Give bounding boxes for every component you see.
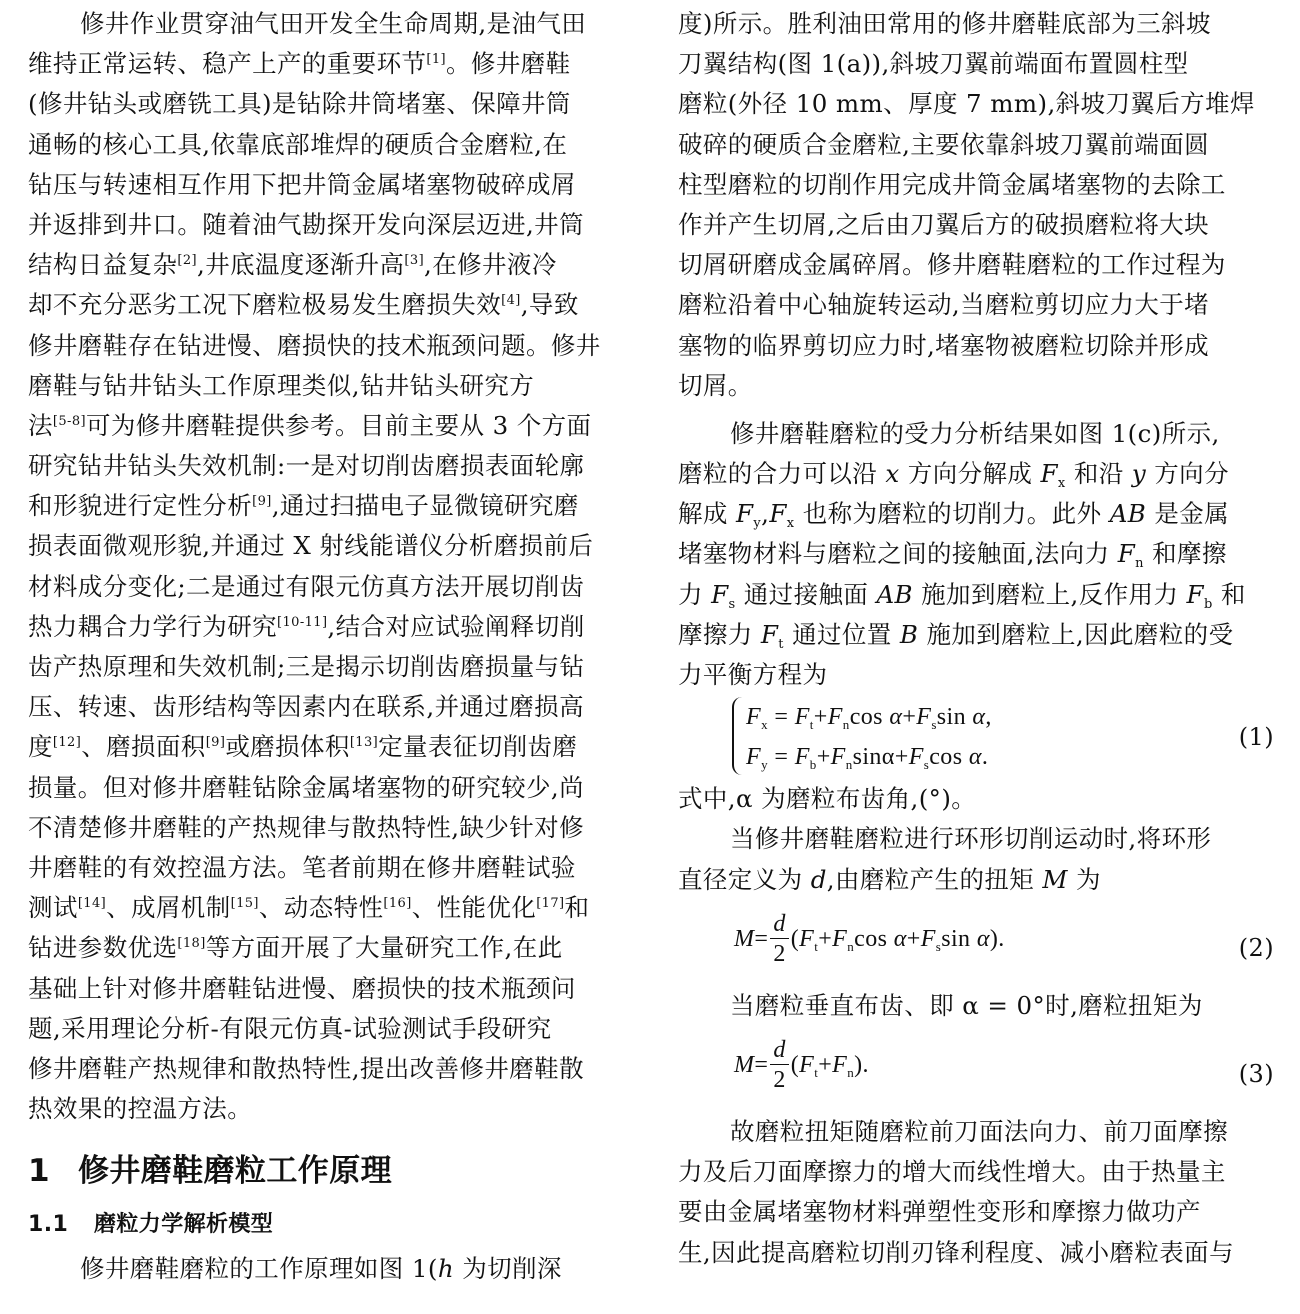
fraction: $\frac{d}{2}$ xyxy=(770,1036,788,1095)
equation-number: (3) xyxy=(1238,1059,1274,1088)
equation-body: M= $\frac{d}{2}$ $(F_t+F_n)$. xyxy=(734,1036,869,1093)
text-line: 热效果的控温方法。 xyxy=(28,1094,253,1124)
equation-2 xyxy=(678,910,1276,986)
text-line: 题,采用理论分析-有限元仿真-试验测试手段研究 xyxy=(28,1013,552,1043)
text-line: 却不充分恶劣工况下磨粒极易发生磨损失效[4],导致 xyxy=(28,290,579,320)
text-line: 材料成分变化;二是通过有限元仿真方法开展切削齿 xyxy=(28,571,585,601)
text-line: 压、转速、齿形结构等因素内在联系,并通过磨损高 xyxy=(28,692,584,722)
text-line: 损量。但对修井磨鞋钻除金属堵塞物的研究较少,尚 xyxy=(28,772,584,802)
text-line: 测试[14]、成屑机制[15]、动态特性[16]、性能优化[17]和 xyxy=(28,893,590,923)
text-line: 切屑。 xyxy=(678,370,753,400)
text-line: 直径定义为 d,由磨粒产生的扭矩 M 为 xyxy=(678,864,1101,894)
text-line: 解成 $F_y,F_x$ 也称为磨粒的切削力。此外 AB 是金属 xyxy=(678,499,1230,532)
equation-row: $F_y = F_b+F_n\sin\alpha+F_s\cos$ α. xyxy=(746,744,989,773)
text-line: 修井磨鞋产热规律和散热特性,提出改善修井磨鞋散 xyxy=(28,1053,584,1083)
citation[interactable]: [4] xyxy=(501,293,521,309)
citation[interactable]: [9] xyxy=(205,735,226,751)
text-line: 式中,α 为磨粒布齿角,(°)。 xyxy=(678,784,977,814)
citation[interactable]: [5-8] xyxy=(52,413,86,429)
right-column xyxy=(678,4,1276,1273)
text-line: 堵塞物材料与磨粒之间的接触面,法向力 $F_n$ 和摩擦 xyxy=(678,539,1227,572)
citation[interactable]: [13] xyxy=(349,735,379,751)
text-line: 修井磨鞋磨粒的受力分析结果如图 1(c)所示, xyxy=(730,418,1220,448)
text-line: 热力耦合力学行为研究[10-11],结合对应试验阐释切削 xyxy=(28,611,585,641)
text-line: 力平衡方程为 xyxy=(678,660,828,689)
text-line: 度[12]、磨损面积[9]或磨损体积[13]定量表征切削齿磨 xyxy=(28,732,578,762)
text-line: 力及后刀面摩擦力的增大而线性增大。由于热量主 xyxy=(678,1157,1226,1187)
text-line: 齿产热原理和失效机制;三是揭示切削齿磨损量与钻 xyxy=(28,652,585,681)
text-line: 结构日益复杂[2],井底温度逐渐升高[3],在修井液冷 xyxy=(28,250,557,280)
text-line: 故磨粒扭矩随磨粒前刀面法向力、前刀面摩擦 xyxy=(730,1116,1228,1146)
text-line: 修井磨鞋磨粒的工作原理如图 1(h 为切削深 xyxy=(80,1254,562,1284)
text-line: 损表面微观形貌,并通过 X 射线能谱仪分析磨损前后 xyxy=(28,531,594,561)
left-column xyxy=(28,4,624,1289)
text-line: 当修井磨鞋磨粒进行环形切削运动时,将环形 xyxy=(730,824,1212,854)
citation[interactable]: [14] xyxy=(77,896,107,912)
citation[interactable]: [18] xyxy=(177,936,206,952)
text-line: 不清楚修井磨鞋的产热规律与散热特性,缺少针对修 xyxy=(28,812,584,842)
equation-body: M= $\frac{d}{2}$ ($F_t+F_n\cos$ $\alpha+F_s\sin$ α). xyxy=(734,910,1005,967)
text-line: 要由金属堵塞物材料弹塑性变形和摩擦力做功产 xyxy=(678,1197,1201,1227)
text-line: 井磨鞋的有效控温方法。笔者前期在修井磨鞋试验 xyxy=(28,852,576,882)
equation-row: $F_x = F_t+F_n\cos$ $\alpha+F_s\sin$ α, xyxy=(746,704,992,733)
text-line: 生,因此提高磨粒切削刃锋利程度、减小磨粒表面与 xyxy=(678,1237,1234,1267)
text-line: 维持正常运转、稳产上产的重要环节[1]。修井磨鞋 xyxy=(28,49,571,79)
text-line: 塞物的临界剪切应力时,堵塞物被磨粒切除并形成 xyxy=(678,330,1210,360)
text-line: 和形貌进行定性分析[9],通过扫描电子显微镜研究磨 xyxy=(28,491,579,521)
brace xyxy=(732,697,744,775)
equation-1 xyxy=(678,695,1276,779)
text-line: 柱型磨粒的切削作用完成井筒金属堵塞物的去除工 xyxy=(678,169,1226,199)
text-line: 磨鞋与钻井钻头工作原理类似,钻井钻头研究方 xyxy=(28,370,535,400)
text-line: 通畅的核心工具,依靠底部堆焊的硬质合金磨粒,在 xyxy=(28,129,568,159)
citation[interactable]: [15] xyxy=(230,896,259,912)
text-line: 当磨粒垂直布齿、即 α = 0°时,磨粒扭矩为 xyxy=(730,990,1203,1020)
text-line: 钻压与转速相互作用下把井筒金属堵塞物破碎成屑 xyxy=(28,169,576,199)
subsection-heading: 1.1 磨粒力学解析模型 xyxy=(28,1212,274,1238)
citation[interactable]: [17] xyxy=(536,896,565,912)
text-line: 磨粒(外径 10 mm、厚度 7 mm),斜坡刀翼后方堆焊 xyxy=(678,89,1255,119)
text-line: 切屑研磨成金属碎屑。修井磨鞋磨粒的工作过程为 xyxy=(678,250,1226,280)
text-line: 刀翼结构(图 1(a)),斜坡刀翼前端面布置圆柱型 xyxy=(678,49,1189,79)
text-line: 并返排到井口。随着油气勘探开发向深层迈进,井筒 xyxy=(28,209,584,239)
citation[interactable]: [1] xyxy=(426,52,447,68)
citation[interactable]: [9] xyxy=(252,494,272,510)
text-line: 磨粒的合力可以沿 x 方向分解成 $F_x$ 和沿 y 方向分 xyxy=(678,459,1229,492)
text-line: 法[5-8]可为修井磨鞋提供参考。目前主要从 3 个方面 xyxy=(28,410,592,440)
text-line: 基础上针对修井磨鞋钻进慢、磨损快的技术瓶颈问 xyxy=(28,973,576,1003)
text-line: 修井磨鞋存在钻进慢、磨损快的技术瓶颈问题。修井 xyxy=(28,330,601,360)
citation[interactable]: [2] xyxy=(177,253,198,269)
text-line: 修井作业贯穿油气田开发全生命周期,是油气田 xyxy=(80,9,587,38)
text-line: (修井钻头或磨铣工具)是钻除井筒堵塞、保障井筒 xyxy=(28,89,571,119)
text-line: 磨粒沿着中心轴旋转运动,当磨粒剪切应力大于堵 xyxy=(678,290,1210,320)
section-heading: 1 修井磨鞋磨粒工作原理 xyxy=(28,1153,392,1190)
citation[interactable]: [3] xyxy=(404,253,425,269)
text-line: 摩擦力 $F_t$ 通过位置 B 施加到磨粒上,因此磨粒的受 xyxy=(678,619,1234,652)
equation-number: (1) xyxy=(1238,723,1274,752)
text-line: 力 $F_s$ 通过接触面 AB 施加到磨粒上,反作用力 $F_b$ 和 xyxy=(678,579,1246,612)
text-line: 破碎的硬质合金磨粒,主要依靠斜坡刀翼前端面圆 xyxy=(678,129,1210,159)
fraction: $\frac{d}{2}$ xyxy=(770,910,788,969)
citation[interactable]: [16] xyxy=(383,896,412,912)
equation-number: (2) xyxy=(1238,933,1274,962)
text-line: 钻进参数优选[18]等方面开展了大量研究工作,在此 xyxy=(28,933,563,963)
citation[interactable]: [10-11] xyxy=(277,614,328,630)
citation[interactable]: [12] xyxy=(52,735,82,751)
text-line: 度)所示。胜利油田常用的修井磨鞋底部为三斜坡 xyxy=(678,9,1211,38)
equation-3 xyxy=(678,1036,1276,1112)
text-line: 作并产生切屑,之后由刀翼后方的破损磨粒将大块 xyxy=(678,209,1210,239)
text-line: 研究钻井钻头失效机制:一是对切削齿磨损表面轮廓 xyxy=(28,451,585,481)
